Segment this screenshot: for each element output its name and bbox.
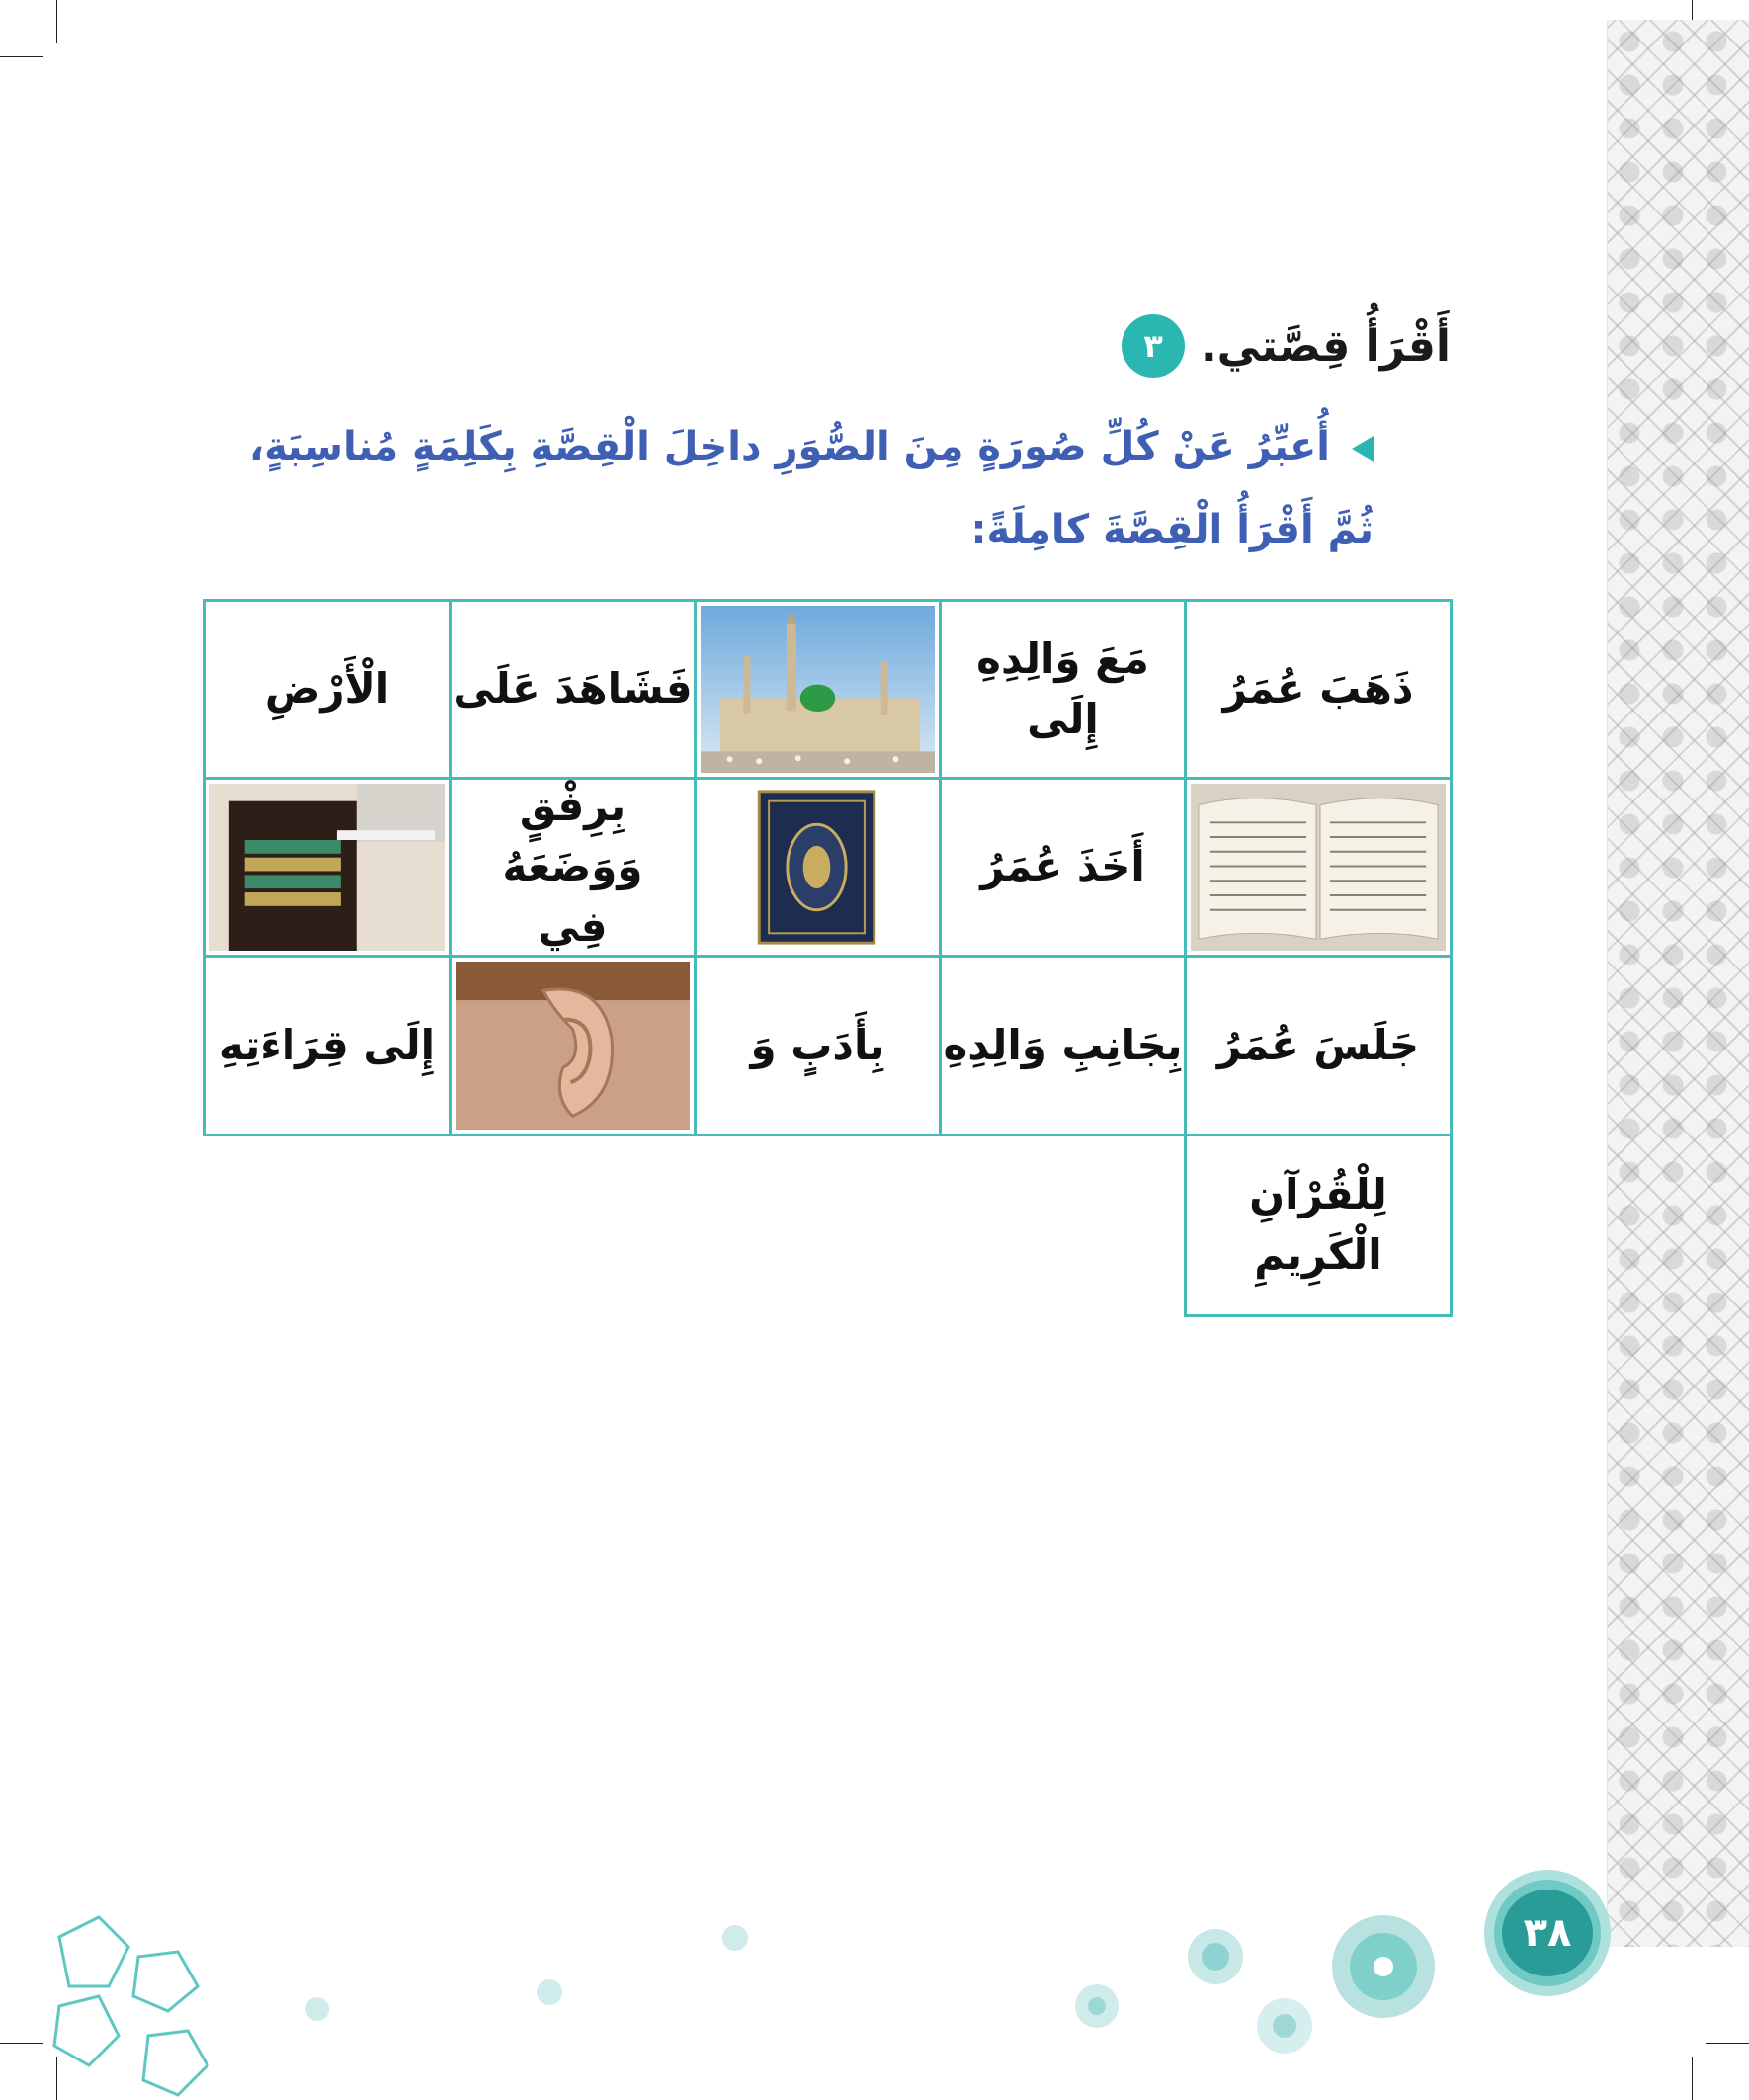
exercise-title: أَقْرَأُ قِصَّتي. bbox=[1200, 320, 1451, 372]
page-number: ٣٨ bbox=[1502, 1890, 1593, 1976]
story-text: بِجَانِبِ وَالِدِهِ bbox=[943, 1020, 1183, 1069]
exercise-number-badge: ٣ bbox=[1122, 314, 1185, 378]
story-image-cell bbox=[449, 955, 697, 1136]
story-image-cell bbox=[1184, 777, 1453, 958]
side-decorative-pattern bbox=[1607, 20, 1749, 1947]
story-text: مَعَ وَالِدِهِ إِلَى bbox=[976, 633, 1149, 743]
story-image-cell bbox=[694, 777, 942, 958]
story-image-cell bbox=[694, 599, 942, 780]
instruction-line-1: أُعبِّرُ عَنْ كُلِّ صُورَةٍ مِنَ الصُّوَرِ داخِلَ الْقِصَّةِ بِكَلِمَةٍ مُناسِبَةٍ، bbox=[248, 424, 1330, 469]
geometric-ornament-icon bbox=[40, 1897, 247, 2100]
quran-stand-image bbox=[209, 784, 445, 951]
story-cell bbox=[203, 955, 452, 1136]
crop-mark bbox=[1706, 2043, 1749, 2044]
instruction bbox=[198, 405, 1374, 571]
crop-mark bbox=[0, 56, 43, 57]
story-cell bbox=[449, 599, 697, 780]
flower-ornament-icon bbox=[534, 1976, 565, 2008]
story-text: لِلْقُرْآنِ الْكَرِيمِ bbox=[1249, 1170, 1387, 1279]
story-text: فَشَاهَدَ عَلَى bbox=[453, 664, 693, 714]
story-cell bbox=[1184, 1134, 1453, 1317]
story-cell bbox=[694, 955, 942, 1136]
flower-ornament-icon bbox=[719, 1922, 751, 1954]
story-cell bbox=[939, 599, 1187, 780]
flower-ornament-icon bbox=[1314, 1897, 1453, 2036]
story-cell bbox=[939, 955, 1187, 1136]
story-text: أَخَذَ عُمَرُ bbox=[980, 842, 1145, 891]
flower-ornament-icon bbox=[1067, 1976, 1126, 2036]
story-text: الْأَرْضِ bbox=[264, 664, 390, 714]
story-cell bbox=[1184, 599, 1453, 780]
story-text: بِرِفْقٍ وَوَضَعَهُ فِي bbox=[502, 782, 643, 951]
story-cell bbox=[1184, 955, 1453, 1136]
crop-mark bbox=[0, 2043, 43, 2044]
instruction-line-2: ثُمَّ أَقْرَأُ الْقِصَّةَ كامِلَةً: bbox=[970, 507, 1374, 552]
flower-ornament-icon bbox=[302, 1994, 332, 2024]
story-text: ذَهَبَ عُمَرُ bbox=[1222, 664, 1414, 714]
story-cell bbox=[203, 599, 452, 780]
open-quran-image bbox=[1191, 784, 1446, 951]
exercise-header bbox=[1122, 314, 1451, 378]
flower-ornament-icon bbox=[1181, 1922, 1250, 1991]
story-text: إِلَى قِرَاءَتِهِ bbox=[218, 1020, 436, 1069]
mosque-image bbox=[701, 606, 935, 773]
crop-mark bbox=[56, 0, 57, 43]
story-image-cell bbox=[203, 777, 452, 958]
triangle-bullet-icon bbox=[1352, 436, 1374, 462]
flower-ornament-icon bbox=[1250, 1991, 1319, 2060]
ear-image bbox=[456, 962, 690, 1130]
closed-quran-image bbox=[701, 784, 935, 951]
story-text: بِأَدَبٍ وَ bbox=[750, 1020, 885, 1069]
story-cell bbox=[939, 777, 1187, 958]
story-text: جَلَسَ عُمَرُ bbox=[1216, 1020, 1420, 1069]
story-cell bbox=[449, 777, 697, 958]
crop-mark bbox=[1692, 2057, 1693, 2100]
